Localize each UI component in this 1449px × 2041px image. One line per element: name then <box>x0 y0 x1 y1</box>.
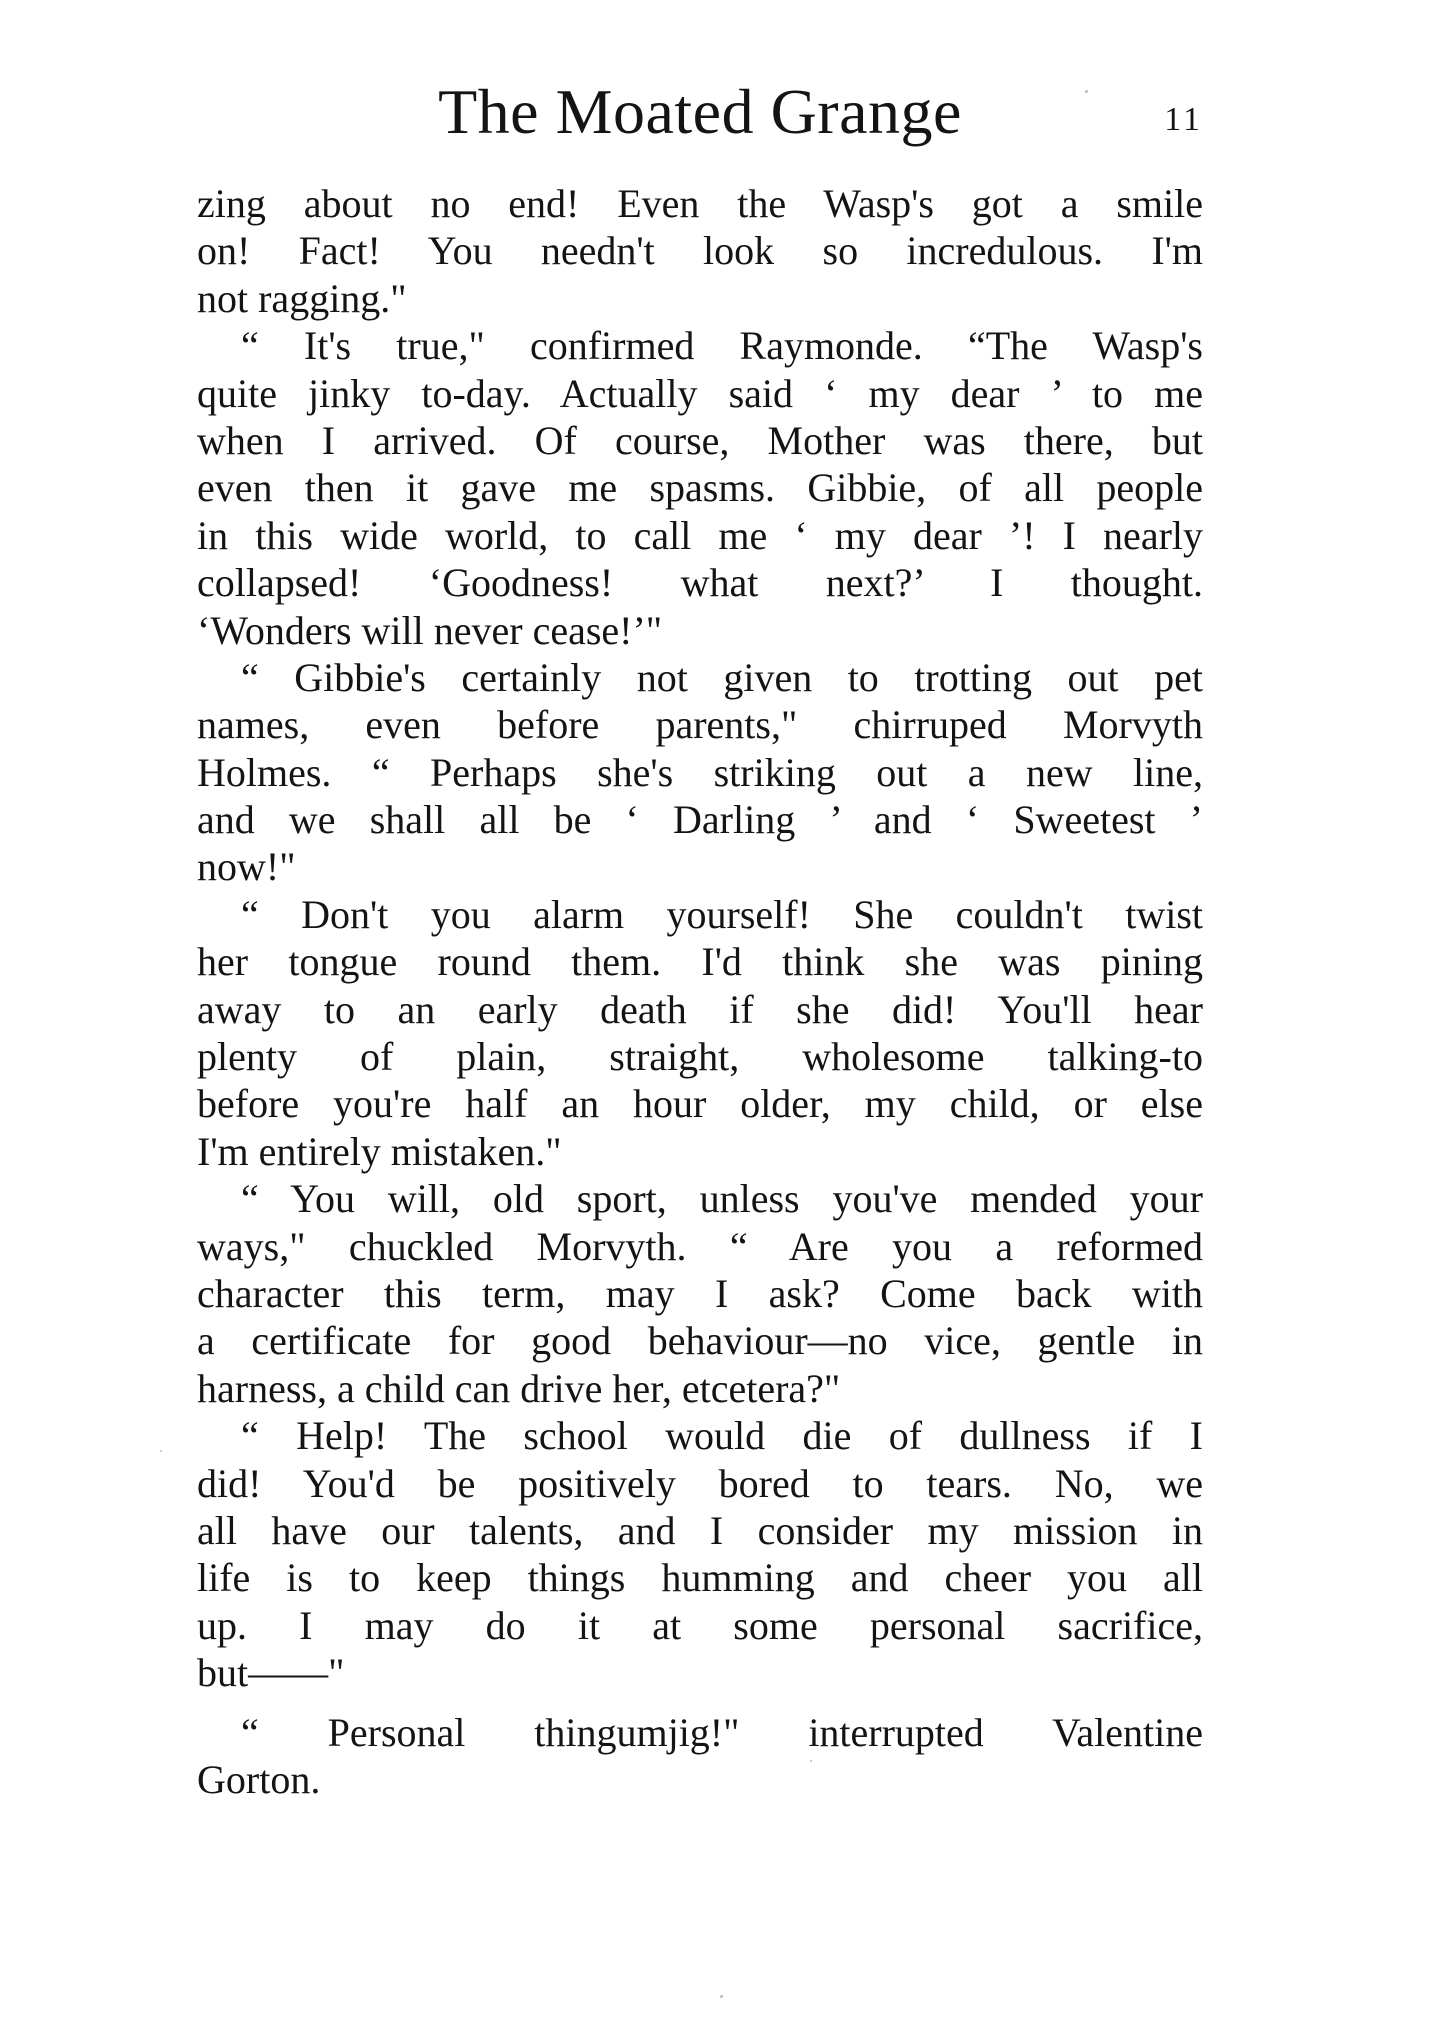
text-line: harness, a child can drive her, etcetera?" <box>197 1365 841 1411</box>
text-line: even then it gave me spasms. Gibbie, of all people <box>197 465 1203 511</box>
text-line: “ It's true," confirmed Raymonde. “The Wasp's <box>241 323 1203 369</box>
text-line: her tongue round them. I'd think she was pining <box>197 939 1203 985</box>
paper-speck <box>160 1450 162 1452</box>
text-line: a certificate for good behaviour—no vice, gentle in <box>197 1318 1203 1364</box>
paper-speck <box>720 1995 723 1998</box>
text-line: I'm entirely mistaken." <box>197 1128 562 1174</box>
text-line: did! You'd be positively bored to tears. No, we <box>197 1460 1203 1506</box>
page-number: 11 <box>1164 101 1203 138</box>
text-line: “ Don't you alarm yourself! She couldn't twist <box>241 891 1203 937</box>
text-line: before you're half an hour older, my child, or else <box>197 1081 1203 1127</box>
body-text <box>197 180 1203 1803</box>
text-line: Gorton. <box>197 1756 321 1802</box>
text-line: zing about no end! Even the Wasp's got a smile <box>197 181 1203 226</box>
text-line: up. I may do it at some personal sacrifice, <box>197 1602 1203 1648</box>
text-line: all have our talents, and I consider my mission in <box>197 1507 1203 1553</box>
text-line: plenty of plain, straight, wholesome talking-to <box>197 1034 1203 1080</box>
text-line: now!" <box>197 844 296 890</box>
text-line: “ You will, old sport, unless you've mended your <box>241 1176 1203 1222</box>
text-line: collapsed! ‘Goodness! what next?’ I thought. <box>197 560 1203 606</box>
text-line: ‘Wonders will never cease!’" <box>197 607 663 653</box>
text-line: names, even before parents," chirruped Morvyth <box>197 702 1203 748</box>
text-line: and we shall all be ‘ Darling ’ and ‘ Sweetest ’ <box>197 797 1203 843</box>
paper-speck <box>1085 90 1088 93</box>
text-line: “ Gibbie's certainly not given to trotting out pet <box>241 654 1203 700</box>
text-line: “ Help! The school would die of dullness if I <box>241 1413 1203 1459</box>
running-title: The Moated Grange <box>438 76 962 147</box>
running-head <box>197 72 1203 152</box>
paper-speck <box>810 1760 812 1762</box>
text-line: when I arrived. Of course, Mother was there, but <box>197 417 1203 463</box>
text-line: quite jinky to-day. Actually said ‘ my dear ’ to me <box>197 370 1203 416</box>
text-line: “ Personal thingumjig!" interrupted Valentine <box>241 1709 1203 1755</box>
text-line: not ragging." <box>197 275 407 321</box>
text-line: character this term, may I ask? Come back with <box>197 1270 1203 1316</box>
text-line: Holmes. “ Perhaps she's striking out a new line, <box>197 749 1203 795</box>
text-line: life is to keep things humming and cheer you all <box>197 1555 1203 1601</box>
text-line: but——" <box>197 1650 345 1696</box>
text-line: on! Fact! You needn't look so incredulous. I'm <box>197 228 1203 274</box>
text-line: in this wide world, to call me ‘ my dear ’! I nearly <box>197 512 1203 558</box>
text-line: ways," chuckled Morvyth. “ Are you a reformed <box>197 1223 1203 1269</box>
text-line: away to an early death if she did! You'll hear <box>197 986 1203 1032</box>
